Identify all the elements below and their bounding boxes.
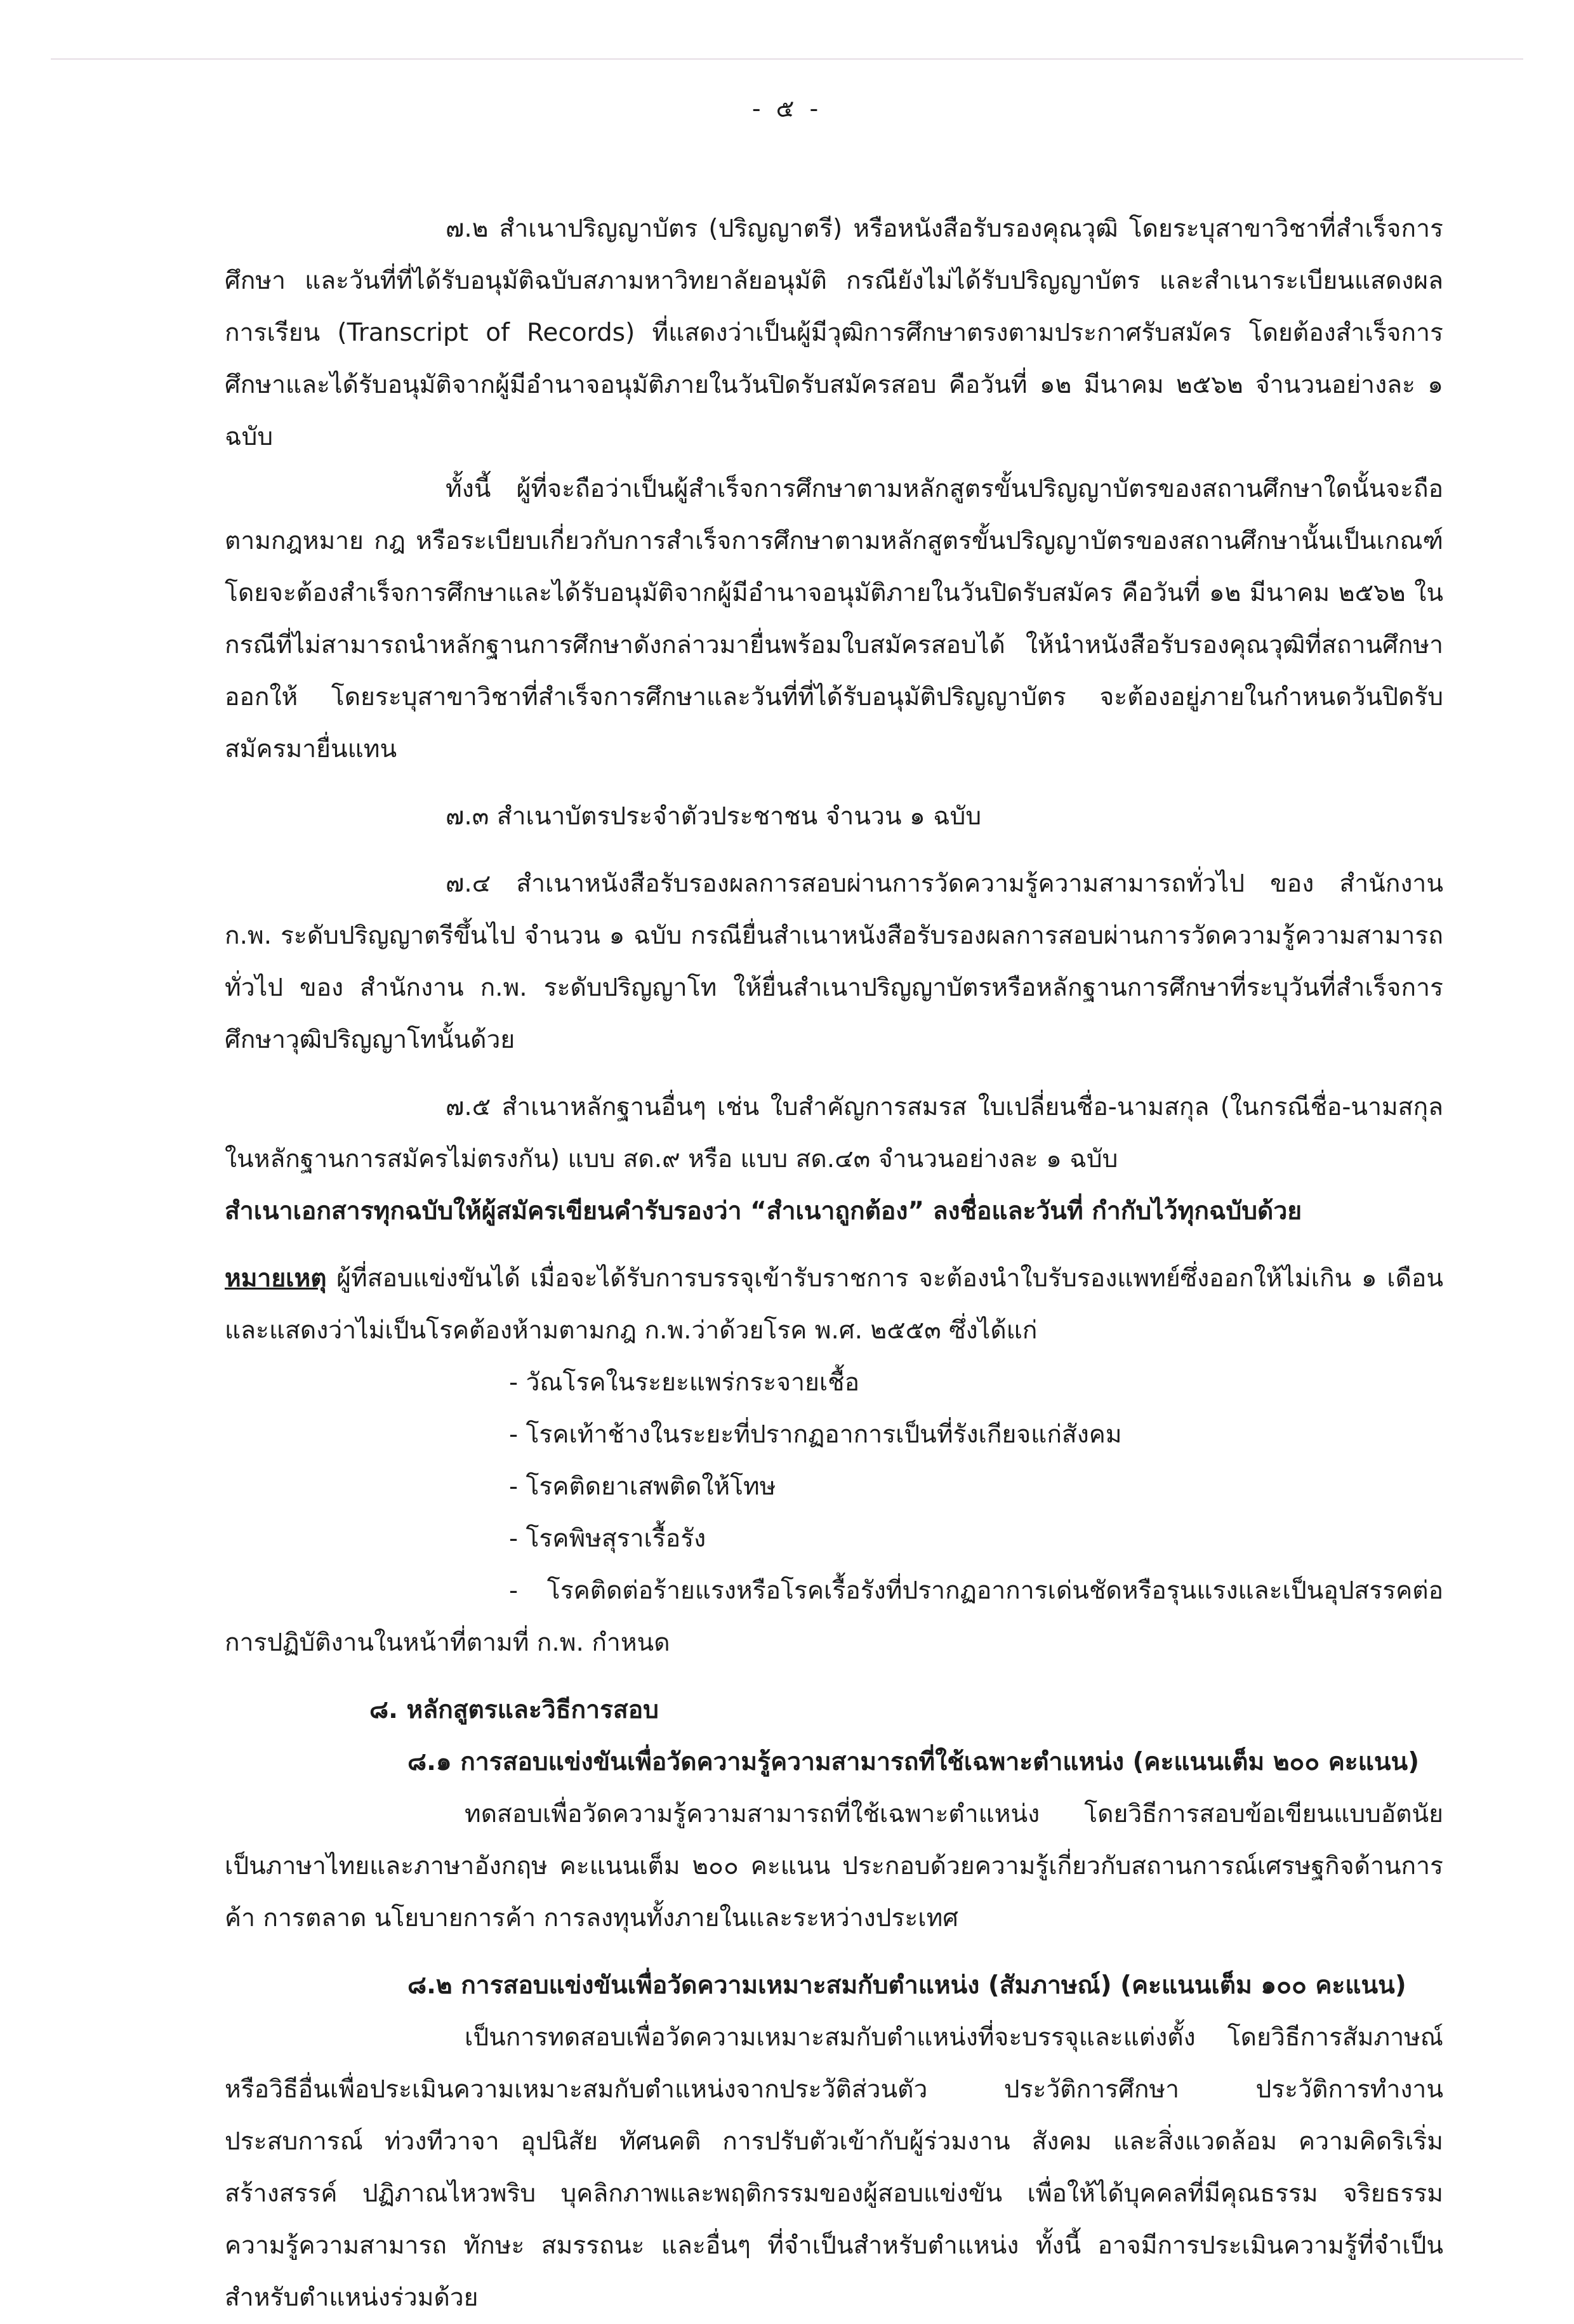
disease-item: - วัณโรคในระยะแพร่กระจายเชื้อ <box>509 1368 860 1397</box>
paragraph-7-5: ๗.๕ สำเนาหลักฐานอื่นๆ เช่น ใบสำคัญการสมรส ใบเปลี่ยนชื่อ-นามสกุล (ในกรณีชื่อ-นามสกุล ในหลักฐานการสมัครไม่ตรงกัน) แบบ สด.๙ หรือ แบบ สด.๔๓ จำนวนอย่างละ ๑ ฉบับ <box>225 1093 1443 1173</box>
paragraph-7-4: ๗.๔ สำเนาหนังสือรับรองผลการสอบผ่านการวัดความรู้ความสามารถทั่วไป ของ สำนักงาน ก.พ. ระดับปริญญาตรีขึ้นไป จำนวน ๑ ฉบับ กรณียื่นสำเนาหนังสือรับรองผลการสอบผ่านการวัดความรู้ความสามารถทั่วไป ของ สำนักงาน ก.พ. ระดับปริญญาโท ให้ยื่นสำเนาปริญญาบัตรหรือหลักฐานการศึกษาที่ระบุวันที่สำเร็จการศึกษาวุฒิปริญญาโทนั้นด้วย <box>225 869 1443 1054</box>
disease-item: - โรคติดยาเสพติดให้โทษ <box>509 1472 776 1501</box>
section-8-heading: ๘. หลักสูตรและวิธีการสอบ <box>369 1696 659 1724</box>
paragraph-7-2: ๗.๒ สำเนาปริญญาบัตร (ปริญญาตรี) หรือหนังสือรับรองคุณวุฒิ โดยระบุสาขาวิชาที่สำเร็จการศึกษา และวันที่ที่ได้รับอนุมัติฉบับสภามหาวิทยาลัยอนุมัติ กรณียังไม่ได้รับปริญญาบัตร และสำเนาระเบียนแสดงผลการเรียน (Transcript of Records) ที่แสดงว่าเป็นผู้มีวุฒิการศึกษาตรงตามประกาศรับสมัคร โดยต้องสำเร็จการศึกษาและได้รับอนุมัติจากผู้มีอำนาจอนุมัติภายในวันปิดรับสมัครสอบ คือวันที่ ๑๒ มีนาคม ๒๕๖๒ จำนวนอย่างละ ๑ ฉบับ <box>225 215 1443 451</box>
document-body <box>225 203 1443 2324</box>
paragraph-7-3: ๗.๓ สำเนาบัตรประจำตัวประชาชน จำนวน ๑ ฉบับ <box>446 802 982 831</box>
section-8-2-heading: ๘.๒ การสอบแข่งขันเพื่อวัดความเหมาะสมกับตำแหน่ง (สัมภาษณ์) (คะแนนเต็ม ๑๐๐ คะแนน) <box>407 1971 1406 2000</box>
disease-item: - โรคพิษสุราเรื้อรัง <box>509 1524 706 1553</box>
paragraph-7-2-note: ทั้งนี้ ผู้ที่จะถือว่าเป็นผู้สำเร็จการศึกษาตามหลักสูตรขั้นปริญญาบัตรของสถานศึกษาใดนั้นจะถือตามกฎหมาย กฎ หรือระเบียบเกี่ยวกับการสำเร็จการศึกษาตามหลักสูตรขั้นปริญญาบัตรของสถานศึกษานั้นเป็นเกณฑ์ โดยจะต้องสำเร็จการศึกษาและได้รับอนุมัติจากผู้มีอำนาจอนุมัติภายในวันปิดรับสมัคร คือวันที่ ๑๒ มีนาคม ๒๕๖๒ ในกรณีที่ไม่สามารถนำหลักฐานการศึกษาดังกล่าวมายื่นพร้อมใบสมัครสอบได้ ให้นำหนังสือรับรองคุณวุฒิที่สถานศึกษาออกให้ โดยระบุสาขาวิชาที่สำเร็จการศึกษาและวันที่ที่ได้รับอนุมัติปริญญาบัตร จะต้องอยู่ภายในกำหนดวันปิดรับสมัครมายื่นแทน <box>225 475 1443 763</box>
remark-label: หมายเหตุ <box>225 1264 327 1293</box>
section-8-1-heading: ๘.๑ การสอบแข่งขันเพื่อวัดความรู้ความสามารถที่ใช้เฉพาะตำแหน่ง (คะแนนเต็ม ๒๐๐ คะแนน) <box>407 1748 1420 1776</box>
disease-item-last: - โรคติดต่อร้ายแรงหรือโรคเรื้อรังที่ปรากฏอาการเด่นชัดหรือรุนแรงและเป็นอุปสรรคต่อการปฏิบัติงานในหน้าที่ตามที่ ก.พ. กำหนด <box>225 1576 1443 1657</box>
disease-item: - โรคเท้าช้างในระยะที่ปรากฏอาการเป็นที่รังเกียจแก่สังคม <box>509 1420 1122 1449</box>
remark-paragraph <box>225 1253 1443 1357</box>
certify-instruction: สำเนาเอกสารทุกฉบับให้ผู้สมัครเขียนคำรับรองว่า “สำเนาถูกต้อง” ลงชื่อและวันที่ กำกับไว้ทุกฉบับด้วย <box>225 1197 1302 1225</box>
section-8-1-text: ทดสอบเพื่อวัดความรู้ความสามารถที่ใช้เฉพาะตำแหน่ง โดยวิธีการสอบข้อเขียนแบบอัตนัยเป็นภาษาไทยและภาษาอังกฤษ คะแนนเต็ม ๒๐๐ คะแนน ประกอบด้วยความรู้เกี่ยวกับสถานการณ์เศรษฐกิจด้านการค้า การตลาด นโยบายการค้า การลงทุนทั้งภายในและระหว่างประเทศ <box>225 1800 1443 1932</box>
top-rule <box>51 58 1523 60</box>
remark-text: ผู้ที่สอบแข่งขันได้ เมื่อจะได้รับการบรรจุเข้ารับราชการ จะต้องนำใบรับรองแพทย์ซึ่งออกให้ไม่เกิน ๑ เดือน และแสดงว่าไม่เป็นโรคต้องห้ามตามกฎ ก.พ.ว่าด้วยโรค พ.ศ. ๒๕๕๓ ซึ่งได้แก่ <box>225 1264 1443 1345</box>
section-8-2-text: เป็นการทดสอบเพื่อวัดความเหมาะสมกับตำแหน่งที่จะบรรจุและแต่งตั้ง โดยวิธีการสัมภาษณ์หรือวิธีอื่นเพื่อประเมินความเหมาะสมกับตำแหน่งจากประวัติส่วนตัว ประวัติการศึกษา ประวัติการทำงาน ประสบการณ์ ท่วงทีวาจา อุปนิสัย ทัศนคติ การปรับตัวเข้ากับผู้ร่วมงาน สังคม และสิ่งแวดล้อม ความคิดริเริ่มสร้างสรรค์ ปฏิภาณไหวพริบ บุคลิกภาพและพฤติกรรมของผู้สอบแข่งขัน เพื่อให้ได้บุคคลที่มีคุณธรรม จริยธรรม ความรู้ความสามารถ ทักษะ สมรรถนะ และอื่นๆ ที่จำเป็นสำหรับตำแหน่ง ทั้งนี้ อาจมีการประเมินความรู้ที่จำเป็นสำหรับตำแหน่งร่วมด้วย <box>225 2023 1443 2312</box>
page-number: - ๕ - <box>751 95 823 122</box>
